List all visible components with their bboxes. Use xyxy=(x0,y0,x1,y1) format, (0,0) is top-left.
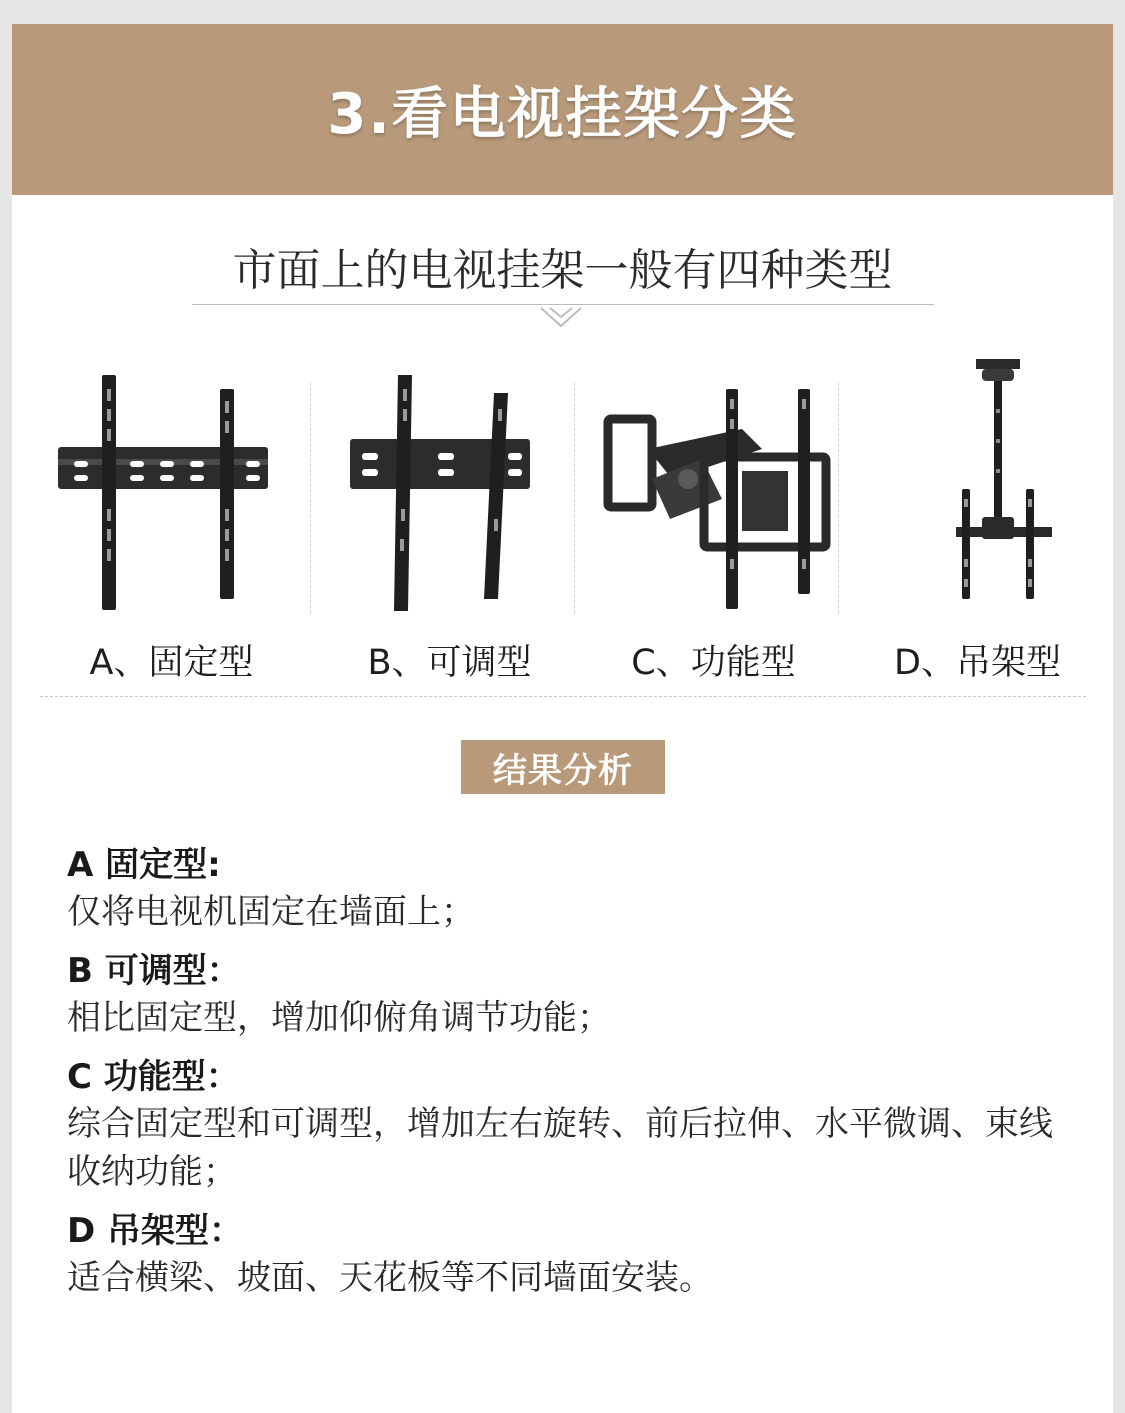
tilt-mount-icon xyxy=(328,349,568,619)
fixed-mount-icon xyxy=(50,349,290,619)
divider xyxy=(838,383,839,613)
analysis-item-body: 适合横梁、坡面、天花板等不同墙面安装。 xyxy=(67,1258,713,1298)
product-label: B、可调型 xyxy=(367,643,532,683)
product-tilt xyxy=(318,349,581,689)
analysis-item-head: D 吊架型： xyxy=(67,1211,244,1251)
analysis-item-head: B 可调型： xyxy=(67,951,241,991)
content-card xyxy=(12,24,1113,1413)
articulating-mount-icon xyxy=(592,349,832,619)
section-subtitle: 市面上的电视挂架一般有四种类型 xyxy=(232,245,893,296)
product-ceiling xyxy=(846,349,1109,689)
analysis-list xyxy=(67,842,1077,1314)
section-divider xyxy=(40,696,1086,697)
analysis-item-head: C 功能型： xyxy=(67,1057,240,1097)
header-banner xyxy=(12,24,1113,195)
product-articulating xyxy=(582,349,845,689)
analysis-tag: 结果分析 xyxy=(461,740,665,794)
product-label: C、功能型 xyxy=(631,643,796,683)
analysis-item-body: 仅将电视机固定在墙面上； xyxy=(67,892,475,932)
mount-types xyxy=(40,349,1090,689)
divider xyxy=(574,383,575,613)
ceiling-mount-icon xyxy=(856,349,1096,619)
product-fixed xyxy=(40,349,303,689)
analysis-item-body: 综合固定型和可调型，增加左右旋转、前后拉伸、水平微调、束线收纳功能； xyxy=(67,1104,1053,1192)
divider xyxy=(310,383,311,613)
product-label: A、固定型 xyxy=(89,643,254,683)
page-title: 3.看电视挂架分类 xyxy=(327,81,798,147)
product-label: D、吊架型 xyxy=(894,643,1061,683)
chevron-down-icon xyxy=(538,305,584,331)
analysis-item-head: A 固定型: xyxy=(67,845,221,885)
analysis-item-body: 相比固定型，增加仰俯角调节功能； xyxy=(67,998,611,1038)
